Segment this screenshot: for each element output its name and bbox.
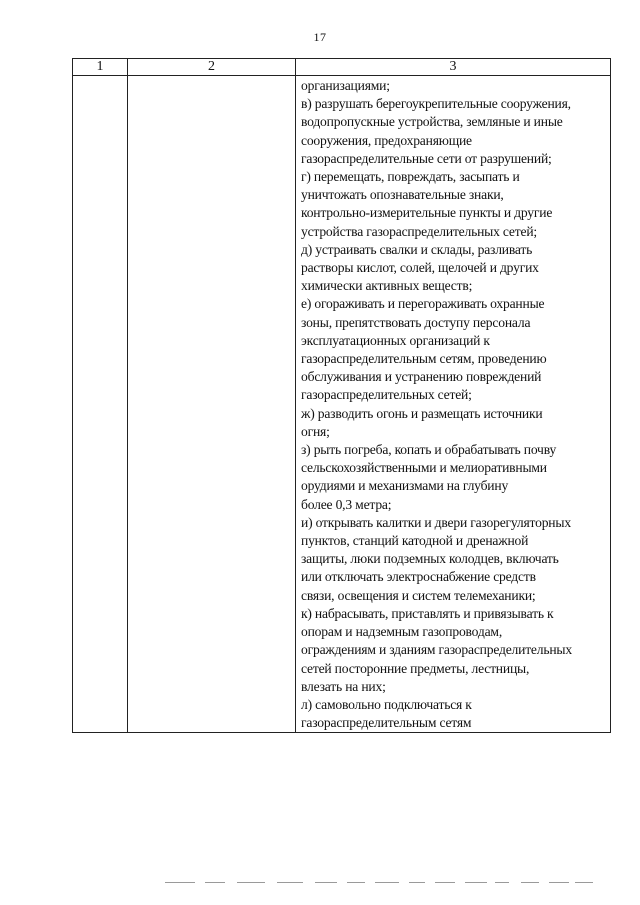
- text-line: более 0,3 метра;: [301, 496, 392, 512]
- text-line: влезать на них;: [301, 678, 386, 694]
- scan-mark: [409, 882, 425, 883]
- scan-mark: [549, 882, 569, 883]
- text-line: огня;: [301, 423, 330, 439]
- text-line: л) самовольно подключаться к: [301, 696, 472, 712]
- scan-mark: [495, 882, 509, 883]
- text-line: растворы кислот, солей, щелочей и других: [301, 260, 539, 276]
- text-line: газораспределительным сетям, проведению: [301, 351, 547, 367]
- text-line: к) набрасывать, приставлять и привязывать к: [301, 605, 554, 621]
- scan-mark: [165, 882, 195, 883]
- text-line: зоны, препятствовать доступу персонала: [301, 314, 531, 330]
- table-cell-col1: [73, 76, 128, 733]
- scan-mark: [237, 882, 265, 883]
- scan-mark: [205, 882, 225, 883]
- text-line: или отключать электроснабжение средств: [301, 569, 536, 585]
- text-line: организациями;: [301, 78, 390, 93]
- text-line: защиты, люки подземных колодцев, включать: [301, 551, 559, 567]
- text-line: эксплуатационных организаций к: [301, 332, 490, 348]
- text-line: газораспределительным сетям: [301, 715, 472, 731]
- scan-mark: [315, 882, 337, 883]
- scan-mark: [435, 882, 455, 883]
- text-line: газораспределительных сетей;: [301, 387, 472, 403]
- page-number: 17: [313, 30, 327, 44]
- column-header-1: 1: [73, 59, 128, 76]
- text-line: и) открывать калитки и двери газорегуляторных: [301, 514, 571, 530]
- text-line: г) перемещать, повреждать, засыпать и: [301, 169, 520, 185]
- document-table: [72, 58, 611, 733]
- text-line: орудиями и механизмами на глубину: [301, 478, 509, 494]
- table-row: [73, 76, 611, 733]
- text-line: ж) разводить огонь и размещать источники: [301, 405, 543, 421]
- text-line: опорам и надземным газопроводам,: [301, 624, 503, 640]
- scan-mark: [375, 882, 399, 883]
- text-line: в) разрушать берегоукрепительные сооружения,: [301, 96, 571, 112]
- text-line: сооружения, предохраняющие: [301, 132, 472, 148]
- scan-mark: [521, 882, 539, 883]
- text-line: сельскохозяйственными и мелиоративными: [301, 460, 547, 476]
- table-cell-col2: [128, 76, 296, 733]
- table-cell-col3: [296, 76, 611, 733]
- text-line: обслуживания и устранению повреждений: [301, 369, 542, 385]
- text-line: пунктов, станций катодной и дренажной: [301, 533, 529, 549]
- text-line: сетей посторонние предметы, лестницы,: [301, 660, 530, 676]
- table-header-row: [73, 59, 611, 76]
- text-line: контрольно-измерительные пункты и другие: [301, 205, 553, 221]
- text-line: газораспределительные сети от разрушений;: [301, 150, 552, 166]
- scan-mark: [575, 882, 593, 883]
- scan-mark: [465, 882, 487, 883]
- column-header-2: 2: [128, 59, 296, 76]
- text-line: ограждениям и зданиям газораспределительных: [301, 642, 572, 658]
- scan-artifact-marks: [165, 880, 595, 886]
- text-line: химически активных веществ;: [301, 278, 473, 294]
- text-line: устройства газораспределительных сетей;: [301, 223, 537, 239]
- text-line: з) рыть погреба, копать и обрабатывать почву: [301, 442, 557, 458]
- text-line: связи, освещения и систем телемеханики;: [301, 587, 536, 603]
- column-header-3: 3: [296, 59, 611, 76]
- text-line: д) устраивать свалки и склады, разливать: [301, 241, 533, 257]
- text-line: е) огораживать и перегораживать охранные: [301, 296, 545, 312]
- scan-mark: [347, 882, 365, 883]
- text-line: водопропускные устройства, земляные и иные: [301, 114, 563, 130]
- text-line: уничтожать опознавательные знаки,: [301, 187, 504, 203]
- scan-mark: [277, 882, 303, 883]
